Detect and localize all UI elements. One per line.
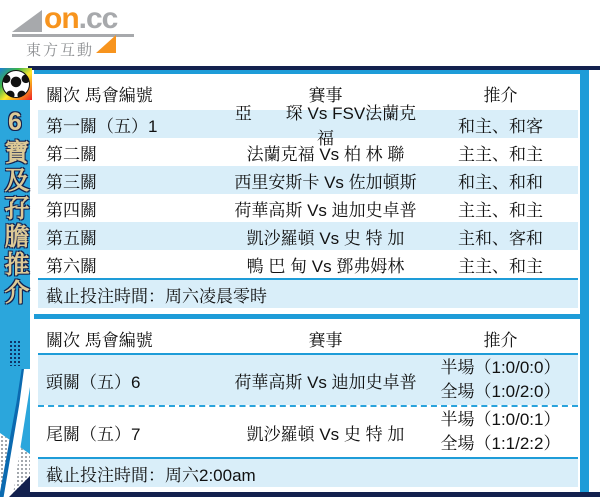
tip-cell: 和主、和和 [458,172,543,192]
table2-header [38,323,578,353]
right-border-bar [580,70,589,497]
match-cell: 鴨 巴 甸 Vs 鄧弗姆林 [246,256,405,276]
sidebar [0,70,30,497]
table2-header-tip: 推介 [483,330,518,350]
table-row [38,355,578,405]
dotted-pattern-icon [9,340,22,366]
tip-cell: 和主、和客 [458,116,543,136]
match-cell: 法蘭克福 Vs 柏 林 聯 [246,144,405,164]
match-cell: 西里安斯卡 Vs 佐加頓斯 [234,172,417,192]
tip-cell: 主和、客和 [458,228,543,248]
tip-cell: 主主、和主 [458,200,543,220]
leg-cell: 尾關（五）7 [46,424,141,444]
full-time-tip: 全場（1:0/2:0） [440,382,561,401]
bottom-navy-rule [28,492,600,497]
table1-header-tip: 推介 [483,85,518,105]
leg-cell: 第三關 [46,172,97,192]
table-row [38,138,578,166]
table-row [38,222,578,250]
match-cell: 凱沙羅頓 Vs 史 特 加 [246,424,405,444]
logo-subtitle: 東方互動 [26,42,95,59]
sidebar-vertical-title: 6寶及孖膽推介 [1,108,29,307]
logo-on: on [44,2,79,35]
tip-cell [423,356,578,404]
match-cell: 亞 琛 Vs FSV法蘭克福 [234,104,417,148]
leg-cell: 第五關 [46,228,97,248]
tip-cell: 主主、和主 [458,144,543,164]
leg-cell: 第四關 [46,200,97,220]
table1-header-match: 賽事 [308,85,343,105]
tip-cell: 主主、和主 [458,256,543,276]
betting-tables [38,76,578,487]
match-cell: 荷華高斯 Vs 迪加史卓普 [234,372,417,392]
tip-cell [423,408,578,456]
table1-header-leg: 關次 馬會編號 [46,85,153,105]
swoosh-graphic [0,369,30,497]
table-divider-bar [34,314,588,319]
leg-cell: 第一關（五）1 [46,116,158,136]
logo-brand [12,2,142,35]
leg-cell: 第六關 [46,256,97,276]
top-blue-rule [34,70,588,74]
logo-triangle-icon [96,35,116,53]
table2-deadline [38,459,578,487]
table2-header-match: 賽事 [308,330,343,350]
leg-cell: 第二關 [46,144,97,164]
oncc-logo[interactable] [12,2,142,60]
logo-arrow-icon [12,10,42,32]
match-cell: 荷華高斯 Vs 迪加史卓普 [234,200,417,220]
half-time-tip: 半場（1:0/0:1） [440,410,561,429]
logo-subtitle-row [12,39,142,60]
deadline-text: 截止投注時間：周六2:00am [46,465,256,485]
table1-deadline [38,280,578,308]
half-time-tip: 半場（1:0/0:0） [440,358,561,377]
table-row [38,194,578,222]
football-ball [2,70,30,98]
table-row [38,250,578,278]
table-row [38,166,578,194]
table-row [38,407,578,457]
table-row [38,104,578,148]
logo-text [44,2,118,35]
logo-cc: .cc [78,2,118,35]
deadline-text: 截止投注時間：周六凌晨零時 [46,286,267,306]
football-icon [0,68,32,100]
table2-header-leg: 關次 馬會編號 [46,330,153,350]
full-time-tip: 全場（1:1/2:2） [440,434,561,453]
match-cell: 凱沙羅頓 Vs 史 特 加 [246,228,405,248]
leg-cell: 頭關（五）6 [46,372,141,392]
